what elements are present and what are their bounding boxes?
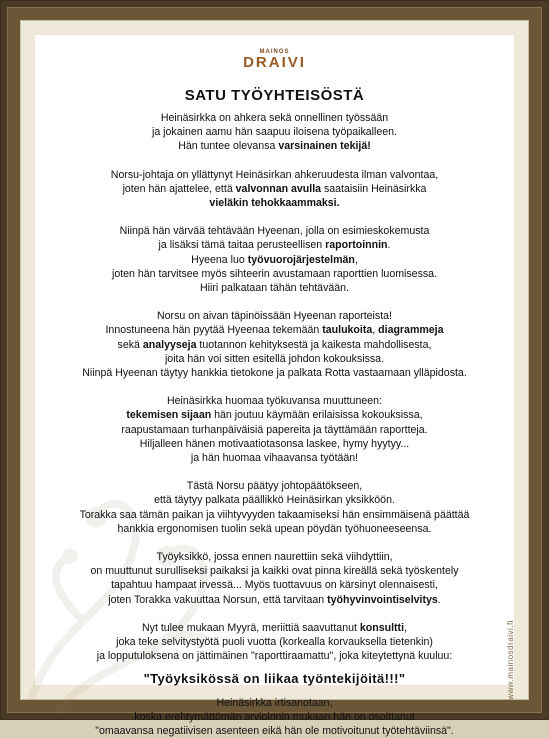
text-segment: , xyxy=(354,253,358,266)
story-line xyxy=(45,493,504,507)
final-paragraph xyxy=(45,696,504,738)
text-segment: Heinäsirkka on ahkera sekä onnellinen työssään xyxy=(160,112,389,124)
bold-text: varsinainen tekijä! xyxy=(278,140,371,153)
text-segment: . xyxy=(387,239,391,252)
bold-text: raportoinnin xyxy=(325,239,388,252)
text-segment: Tästä Norsu päätyy johtopäätökseen, xyxy=(186,480,363,493)
story-paragraph xyxy=(45,224,504,295)
text-segment: joka teke selvitystyötä puoli vuotta (korkealla korvauksella tietenkin) xyxy=(116,636,433,649)
story-line xyxy=(45,323,504,337)
story-line xyxy=(45,224,504,238)
bold-text: vieläkin tehokkaammaksi. xyxy=(209,197,340,210)
story-paragraph xyxy=(45,168,504,211)
story-line xyxy=(45,621,504,635)
story-line xyxy=(45,508,504,522)
text-segment: saataisiin Heinäsirkka xyxy=(321,182,427,195)
story-paragraph xyxy=(45,309,504,380)
bold-text: konsultti xyxy=(359,621,405,634)
logo-main-text: DRAIVI xyxy=(243,54,306,71)
text-segment: Hiljalleen hänen motivaatiotasonsa laskee, hymy hyytyy... xyxy=(139,437,410,450)
text-segment: joten Torakka vakuuttaa Norsun, että tarvitaan xyxy=(108,593,328,606)
text-segment: raapustamaan turhanpäiväisiä papereita ja täyttämään raportteja. xyxy=(121,423,428,436)
story-line xyxy=(45,309,504,323)
story-line xyxy=(45,635,504,649)
text-segment: Hyeena luo xyxy=(191,253,248,266)
text-segment: Innostuneena hän pyytää Hyeenaa tekemään xyxy=(105,324,323,337)
story-paragraph xyxy=(45,621,504,664)
story-line xyxy=(45,408,504,422)
text-segment: Työyksikkö, jossa ennen naurettiin sekä viihdyttiin, xyxy=(156,551,393,564)
text-segment: Heinäsirkka huomaa työkuvansa muuttuneen: xyxy=(167,395,382,408)
story-line xyxy=(45,522,504,536)
story-line xyxy=(45,564,504,578)
text-segment: Norsu on aivan täpinöissään Hyeenan raporteista! xyxy=(157,310,392,323)
text-segment: Heinäsirkka irtisanotaan, xyxy=(216,696,333,709)
text-segment: tapahtuu hampaat irvessä... Myös tuottavuus on kärsinyt olennaisesti, xyxy=(111,579,438,592)
story-line xyxy=(45,253,504,267)
text-segment: tuotannon kehityksestä ja kaikesta mahdollisesta, xyxy=(196,338,432,351)
poster-paper xyxy=(35,35,515,738)
logo-small-text: MAINOS xyxy=(259,49,290,55)
story-line xyxy=(45,394,504,408)
story-line xyxy=(45,366,504,380)
story-line xyxy=(45,238,504,252)
mainosdraivi-logo xyxy=(35,49,514,70)
text-segment: Nyt tulee mukaan Myyrä, meriittiä saavuttanut xyxy=(142,621,360,634)
text-segment: joten hän tarvitsee myös sihteerin avustamaan raporttien luomisessa. xyxy=(111,267,438,280)
text-segment: ja lopputuloksena on jättimäinen "raporttiraamattu", joka kiteytettynä kuuluu: xyxy=(96,650,453,663)
story-line xyxy=(45,451,504,465)
story-paragraph xyxy=(45,479,504,536)
story-line xyxy=(45,423,504,437)
story-paragraph xyxy=(45,550,504,607)
story-line xyxy=(45,125,504,139)
story-line xyxy=(45,593,504,607)
story-line xyxy=(45,696,504,710)
story-line xyxy=(45,649,504,663)
story-line xyxy=(45,168,504,182)
text-segment: ja lisäksi tämä taitaa perusteellisen xyxy=(158,239,326,252)
bold-text: tekemisen sijaan xyxy=(126,409,212,422)
story-paragraph xyxy=(45,394,504,465)
story-line xyxy=(45,111,504,125)
text-segment: . xyxy=(437,593,441,606)
text-segment: Niinpä hän värvää tehtävään Hyeenan, jolla on esimieskokemusta xyxy=(119,225,430,238)
text-segment: ja hän huomaa vihaavansa työtään! xyxy=(190,452,359,465)
text-segment: sekä xyxy=(117,338,143,351)
story-paragraph xyxy=(45,111,504,154)
bold-text: diagrammeja xyxy=(378,324,444,337)
story-line xyxy=(45,724,504,738)
story-paragraphs xyxy=(45,111,504,664)
story-line xyxy=(45,710,504,724)
text-segment: on muuttunut surulliseksi paikaksi ja kaikki ovat pinna kireällä sekä työskentely xyxy=(90,565,459,578)
story-line xyxy=(45,281,504,295)
story-quote: "Työyksikössä on liikaa työntekijöitä!!!" xyxy=(143,670,406,686)
story-line xyxy=(45,139,504,153)
text-segment: hän joutuu käymään erilaisissa kokouksissa, xyxy=(211,409,423,422)
story-line xyxy=(45,196,504,210)
text-segment: Niinpä Hyeenan täytyy hankkia tietokone ja palkata Rotta vastaamaan ylläpidosta. xyxy=(82,367,467,380)
text-segment: ja jokainen aamu hän saapuu iloisena työpaikalleen. xyxy=(151,126,397,139)
bold-text: työhyvinvointiselvitys xyxy=(327,593,438,606)
text-segment: Torakka saa tämän paikan ja viihtyvyyden takaamiseksi hän ensimmäisenä päättää xyxy=(79,508,470,521)
story-line xyxy=(45,182,504,196)
text-segment: , xyxy=(372,324,379,337)
text-segment: Hän tuntee olevansa xyxy=(178,140,279,153)
text-segment: joten hän ajattelee, että xyxy=(122,182,236,195)
text-segment: , xyxy=(404,621,407,634)
text-segment: Hiiri palkataan tähän tehtävään. xyxy=(199,282,349,295)
text-segment: joita hän voi sitten esitellä johdon kokouksissa. xyxy=(164,352,385,365)
text-segment: hankkia ergonomisen tuolin sekä upean pöydän työhuoneeseensa. xyxy=(117,522,432,535)
frame-inner-border xyxy=(7,7,542,738)
text-segment: Norsu-johtaja on yllättynyt Heinäsirkan ahkeruudesta ilman valvontaa, xyxy=(110,168,439,181)
story-line xyxy=(45,437,504,451)
side-url: www.mainosdraivi.fi xyxy=(506,620,515,700)
bold-text: työvuorojärjestelmän xyxy=(247,253,355,266)
frame-mat xyxy=(20,20,529,738)
story-body xyxy=(45,111,504,738)
story-line xyxy=(45,578,504,592)
story-line xyxy=(45,479,504,493)
story-line xyxy=(45,267,504,281)
text-segment: koska erehtymättömän arvioinnin mukaan hän on osoittanut xyxy=(134,710,415,723)
story-line xyxy=(45,550,504,564)
bold-text: taulukoita xyxy=(322,324,373,337)
text-segment: että täytyy palkata päällikkö Heinäsirkan yksikköön. xyxy=(154,494,395,507)
bold-text: valvonnan avulla xyxy=(235,182,322,195)
bold-text: analyyseja xyxy=(142,338,197,351)
story-line xyxy=(45,352,504,366)
text-segment: "omaavansa negatiivisen asenteen eikä hän ole motivoitunut työtehtäviinsä". xyxy=(95,725,454,738)
page-title: SATU TYÖYHTEISÖSTÄ xyxy=(184,87,365,104)
story-line xyxy=(45,338,504,352)
